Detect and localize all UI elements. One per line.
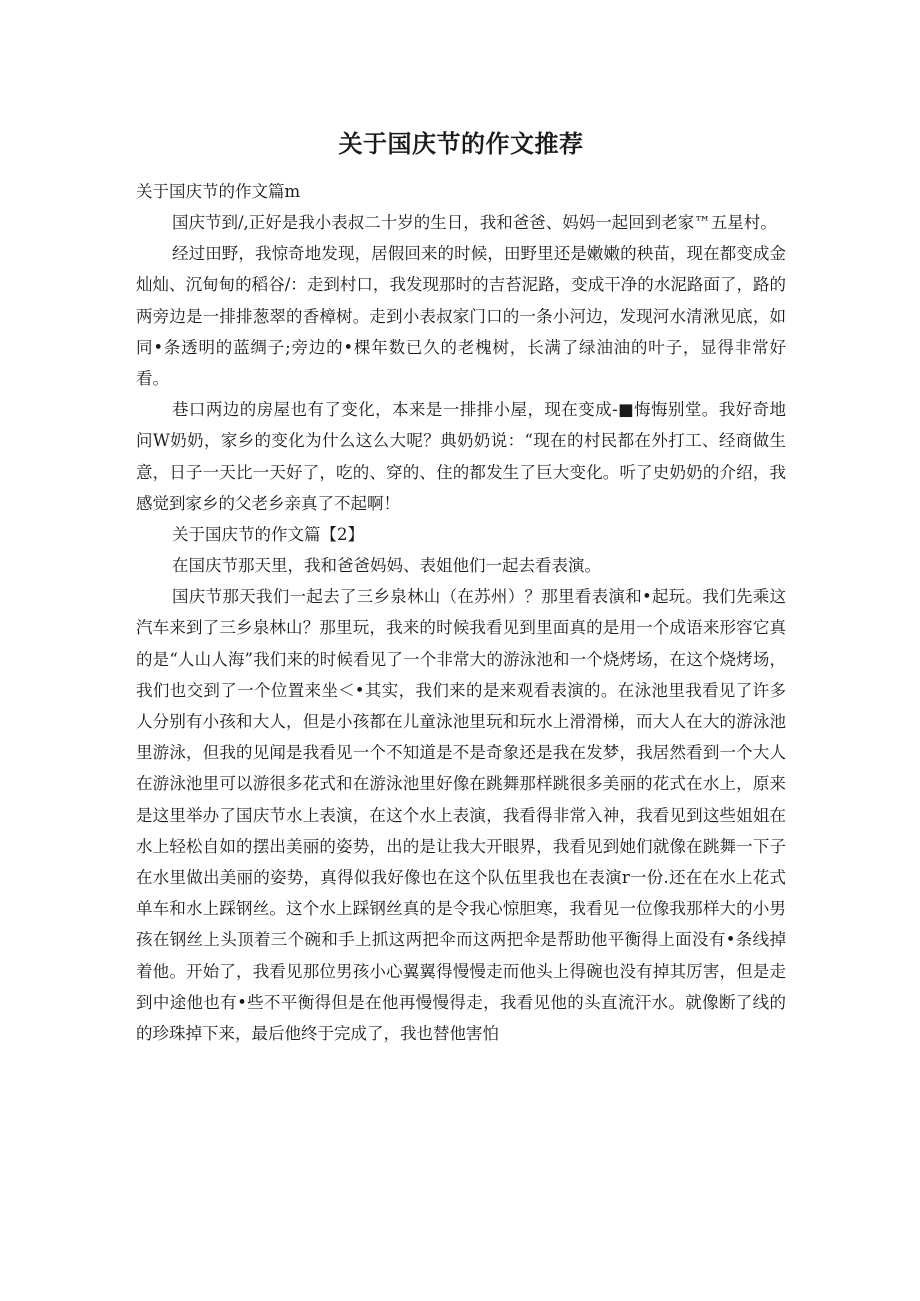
paragraph: 国庆节那天我们一起去了三乡泉林山（在苏州）？那里看表演和•起玩。我们先乘这汽车来到了三乡泉林山？那里玩，我来的时候我看见到里面真的是用一个成语来形容它真的是“人山人海”我们来的时候看见了一个非常大的游泳池和一个烧烤场，在这个烧烤场，我们也交到了一个位置来坐＜•其实，我们来的是来观看表演的。在泳池里我看见了许多人分别有小孩和大人，但是小孩都在儿童泳池里玩和玩水上滑滑梯，而大人在大的游泳池里游泳，但我的见闻是我看见一个不知道是不是奇象还是我在发梦，我居然看到一个大人在游泳池里可以游很多花式和在游泳池里好像在跳舞那样跳很多美丽的花式在水上，原来是这里举办了国庆节水上表演，在这个水上表演，我看得非常入神，我看见到这些姐姐在水上轻松自如的摆出美丽的姿势，出的是让我大开眼界，我看见到她们就像在跳舞一下子在水里做出美丽的姿势，真得似我好像也在这个队伍里我也在表演r一份.还在在水上花式单车和水上踩钢丝。这个水上踩钢丝真的是令我心惊胆寒，我看见一位像我那样大的小男孩在钢丝上头顶着三个碗和手上抓这两把伞而这两把伞是帮助他平衡得上面没有•条线掉着他。开始了，我看见那位男孩小心翼翼得慢慢走而他头上得碗也没有掉其厉害，但是走到中途他也有•些不平衡得但是在他再慢慢得走，我看见他的头直流汗水。就像断了线的的珍珠掉下来，最后他终于完成了，我也替他害怕 — [136, 587, 786, 1044]
essay-section-2 — [136, 519, 786, 1049]
essay-section-1 — [136, 176, 786, 519]
section-heading: 关于国庆节的作文篇m — [136, 182, 301, 201]
paragraph: 在国庆节那天里，我和爸爸妈妈、表姐他们一起去看表演。 — [172, 556, 601, 576]
paragraph: 国庆节到/,正好是我小表叔二十岁的生日，我和爸爸、妈妈一起回到老家™五星村。 — [172, 213, 777, 232]
section-heading: 关于国庆节的作文篇【2】 — [172, 525, 364, 545]
paragraph: 巷口两边的房屋也有了变化，本来是一排排小屋，现在变成-■悔悔别堂。我好奇地问W奶奶，家乡的变化为什么这么大呢？典奶奶说：“现在的村民都在外打工、经商做生意，日子一天比一天好了，吃的、穿的、住的都发生了巨大变化。听了史奶奶的介绍，我感觉到家乡的父老乡亲真了不起啊！ — [136, 400, 786, 513]
paragraph: 经过田野，我惊奇地发现，居假回来的时候，田野里还是嫩嫩的秧苗，现在都变成金灿灿、沉甸甸的稻谷/：走到村口，我发现那时的吉苔泥路，变成干净的水泥路面了，路的两旁边是一排排葱翠的香樟树。走到小表叔家门口的一条小河边，发现河水清湫见底，如同•条透明的蓝绸子;旁边的•棵年数已久的老槐树，长满了绿油油的叶子，显得非常好看。 — [136, 244, 786, 389]
document-title: 关于国庆节的作文推荐 — [338, 130, 584, 158]
document-page — [136, 126, 786, 1049]
